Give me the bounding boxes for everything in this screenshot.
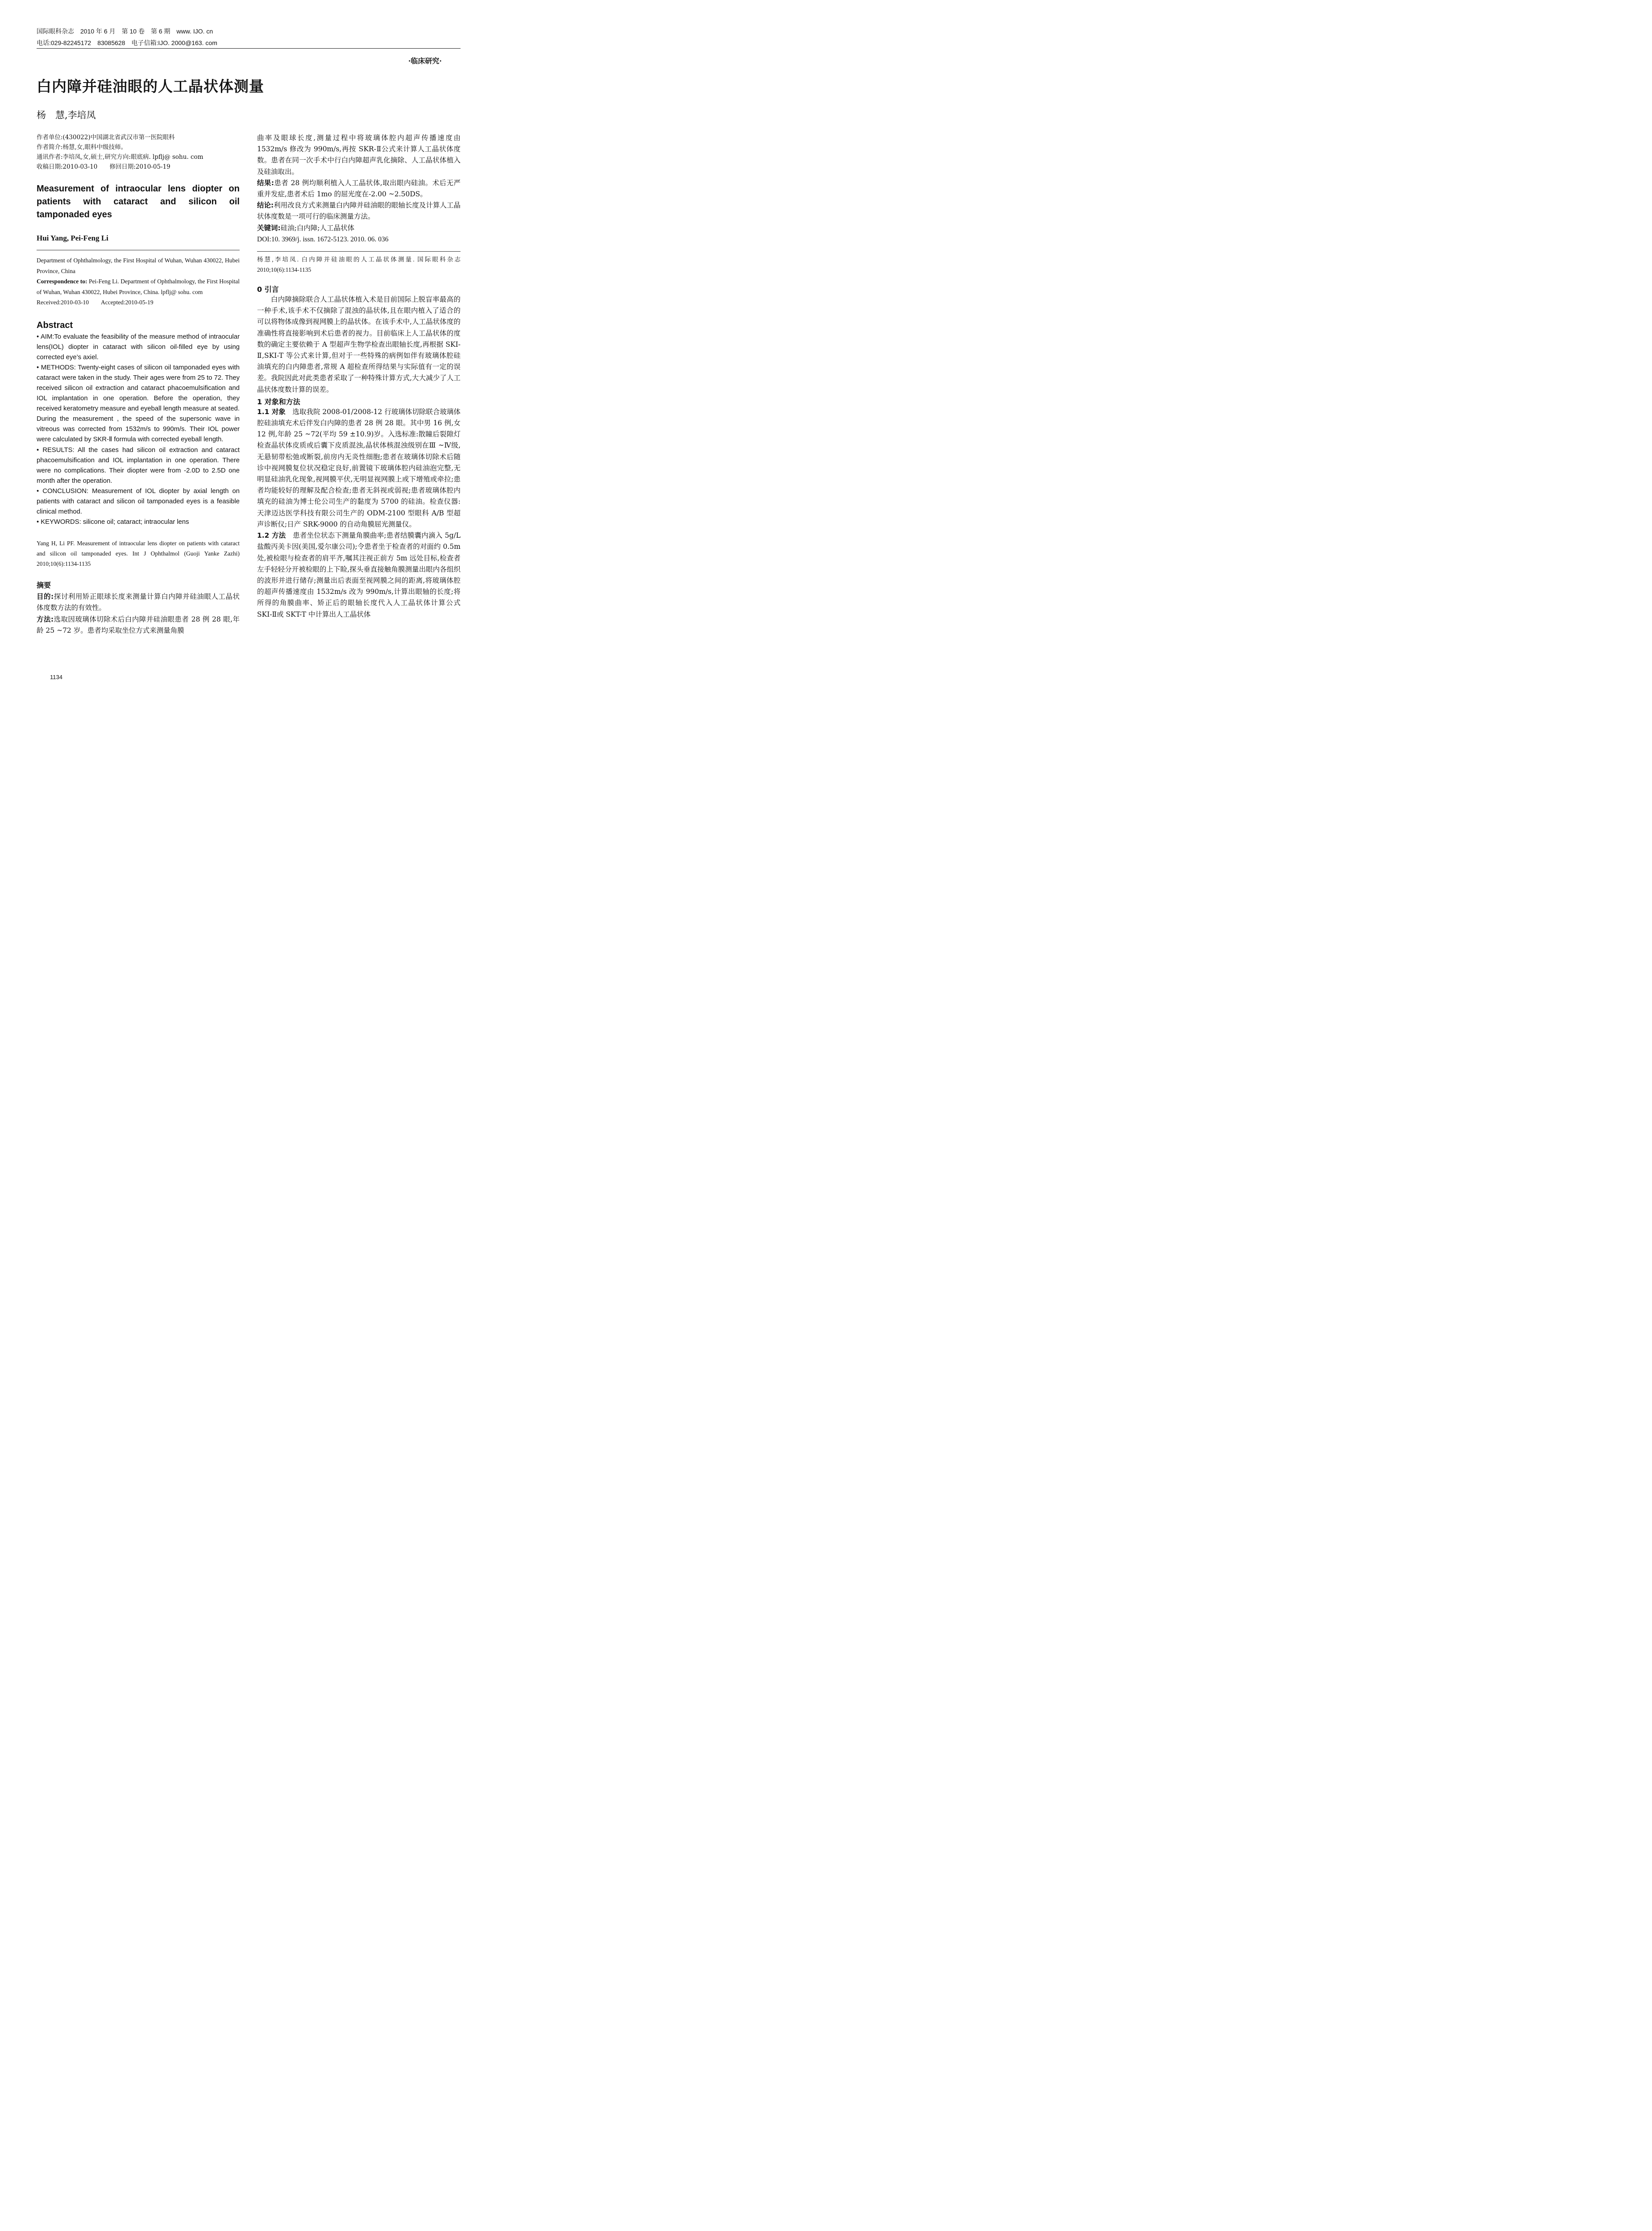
methods-heading: 1 对象和方法 <box>257 397 300 406</box>
english-title: Measurement of intraocular lens diopter on patients with cataract and silicon oil tamponaded eyes <box>37 184 240 220</box>
correspondence-text: Pei-Feng Li. Department of Ophthalmology, the First Hospital of Wuhan, Wuhan 430022, Hubei Province, China. lpflj@ sohu. com <box>37 278 240 295</box>
chinese-title: 白内障并硅油眼的人工晶状体测量 <box>37 78 264 95</box>
received-dates: 收稿日期:2010-03-10 修回日期:2010-05-19 <box>37 163 170 170</box>
chinese-citation: 杨慧,李培凤. 白内障并硅油眼的人工晶状体测量. 国际眼科杂志 2010;10(6):1134-1135 <box>257 256 461 274</box>
section-tag: ·临床研究· <box>408 57 442 65</box>
cn-aim-text: 探讨利用矫正眼球长度来测量计算白内障并硅油眼人工晶状体度数方法的有效性。 <box>37 593 240 612</box>
right-column <box>257 133 461 620</box>
doi: DOI:10. 3969/j. issn. 1672-5123. 2010. 06. 036 <box>257 235 389 243</box>
cn-methods-text: 选取因玻璃体切除术后白内障并硅油眼患者 28 例 28 眼,年龄 25 ~72 岁。患者均采取坐位方式来测量角膜 <box>37 615 240 634</box>
abstract-keywords: • KEYWORDS: silicone oil; cataract; intraocular lens <box>37 518 189 526</box>
journal-header-line1: 国际眼科杂志 2010 年 6 月 第 10 卷 第 6 期 www. IJO. cn <box>37 28 213 35</box>
cn-results-label: 结果: <box>257 178 274 187</box>
cn-abstract-keywords <box>257 223 461 234</box>
en-dates: Received:2010-03-10 Accepted:2010-05-19 <box>37 299 154 306</box>
affiliation-dept: Department of Ophthalmology, the First Hospital of Wuhan, Wuhan 430022, Hubei Province, China <box>37 257 240 274</box>
cn-methods-continued: 曲率及眼球长度,测量过程中将玻璃体腔内超声传播速度由 1532m/s 修改为 990m/s,再按 SKR-Ⅱ公式来计算人工晶状体度数。患者在同一次手术中行白内障超声乳化摘除、人工晶状体植入及硅油取出。 <box>257 134 461 176</box>
abstract-conclusion: • CONCLUSION: Measurement of IOL diopter by axial length on patients with cataract and silicon oil tamponaded eyes is a feasible clinical method. <box>37 487 240 516</box>
affiliation-block <box>37 255 240 308</box>
cn-keywords-label: 关键词: <box>257 224 281 232</box>
section-1-1-label: 1.1 对象 <box>257 407 286 416</box>
author-bio: 作者简介:杨慧,女,眼科中级技师。 <box>37 144 127 151</box>
cn-abstract-results <box>257 178 461 200</box>
chinese-authors: 杨 慧,李培凤 <box>37 110 96 120</box>
author-unit: 作者单位:(430022)中国湖北省武汉市第一医院眼科 <box>37 134 175 141</box>
section-1-1 <box>257 406 461 530</box>
header-rule <box>37 48 461 49</box>
english-authors: Hui Yang, Pei-Feng Li <box>37 234 108 242</box>
section-1-2-label: 1.2 方法 <box>257 531 286 540</box>
section-1-1-text: 选取我院 2008-01/2008-12 行玻璃体切除联合玻璃体腔硅油填充术后伴发白内障的患者 28 例 28 眼。其中男 16 例,女 12 例,年龄 25 ~72(平均 59 ±10.9)岁。入选标准:散瞳后裂隙灯检查晶状体皮质或后囊下皮质混浊,晶状体核混浊级别在Ⅲ ~Ⅳ级,无悬韧带松弛或断裂,前房内无炎性细胞;患者在玻璃体切除术后随诊中视网膜复位状况稳定良好,前置镜下玻璃体腔内硅油泡完整,无明显硅油乳化现象,视网膜平伏,无明显视网膜上或下增殖或牵拉;患者均能较好的理解及配合检查;患者无斜视或弱视;患者玻璃体腔内填充的硅油为博士伦公司生产的黏度为 5700 的硅油。检查仪器:天津迈达医学科技有限公司生产的 ODM-2100 型眼科 A/B 型超声诊断仪;日产 SRK-9000 的自动角膜屈光测量仪。 <box>257 407 461 528</box>
left-column <box>37 133 240 636</box>
section-1-2 <box>257 530 461 620</box>
chinese-abstract-heading: 摘要 <box>37 581 51 590</box>
section-1-2-text: 患者坐位状态下测量角膜曲率;患者结膜囊内滴入 5g/L 盐酸丙美卡因(美国,爱尔康公司);令患者坐于检查者的对面约 0.5m 处,被检眼与检查者的肩平齐,嘱其注视正前方 5m 远处目标,检查者左手轻轻分开被检眼的上下睑,探头垂直接触角膜测量出眼内各组织的波形并进行储存;测量出后表面至视网膜之间的距离,将玻璃体腔的超声传播速度由 1532m/s 改为 990m/s,计算出眼轴的长度;将所得的角膜曲率、矫正后的眼轴长度代入人工晶状体计算公式 SKI-Ⅱ或 SKT-T 中计算出人工晶状体 <box>257 531 461 618</box>
cn-aim-label: 目的: <box>37 593 54 601</box>
intro-heading: 0 引言 <box>257 285 279 294</box>
cn-conclusion-label: 结论: <box>257 201 274 210</box>
abstract-heading: Abstract <box>37 320 73 330</box>
cn-results-text: 患者 28 例均顺利植入人工晶状体,取出眼内硅油。术后无严重并发症,患者术后 1mo 的屈光度在-2.00 ~2.50DS。 <box>257 178 461 199</box>
page-number: 1134 <box>50 674 62 680</box>
cn-abstract-aim <box>37 591 240 614</box>
journal-header-line2: 电话:029-82245172 83085628 电子信箱:IJO. 2000@163. com <box>37 39 217 46</box>
intro-text: 白内障摘除联合人工晶状体植入术是目前国际上脱盲率最高的一种手术,该手术不仅摘除了混浊的晶状体,且在眼内植入了适合的可以将物体成像到视网膜上的晶状体。在该手术中,人工晶状体度的准确性将直接影响到术后患者的视力。目前临床上人工晶状体的度数的确定主要依赖于 A 型超声生物学检查出眼轴长度,再根据 SKI-Ⅱ,SKI-T 等公式来计算,但对于一些特殊的病例如伴有玻璃体腔硅油填充的白内障患者,常规 A 超检查所得结果与实际值有一定的误差。我院因此对此类患者采取了一种特殊计算方式,大大减少了人工晶状体度数计算的误差。 <box>257 295 461 394</box>
citation-rule <box>257 251 461 252</box>
abstract-aim: • AIM:To evaluate the feasibility of the measure method of intraocular lens(IOL) diopter in cataract with silicon oil-filled eye by using corrected eye’s axiel. <box>37 333 240 361</box>
author-info <box>37 133 240 172</box>
corresponding-author: 通讯作者:李培凤,女,硕士,研究方向:眼底病. lpflj@ sohu. com <box>37 153 203 161</box>
cn-keywords-text: 硅油;白内障;人工晶状体 <box>280 224 355 232</box>
english-citation: Yang H, Li PF. Measurement of intraocular lens diopter on patients with cataract and silicon oil tamponaded eyes. Int J Ophthalmol (Guoji Yanke Zazhi) 2010;10(6):1134-1135 <box>37 540 240 568</box>
correspondence <box>37 276 240 297</box>
correspondence-label: Correspondence to: <box>37 278 87 285</box>
cn-abstract-conclusion <box>257 200 461 222</box>
abstract-methods: • METHODS: Twenty-eight cases of silicon oil tamponaded eyes with cataract were taken in the study. Their ages were from 25 to 72. They received silicon oil extraction and cataract phacoemulsification and IOL implantation in one operation. Before the operation, they received keratometry measure and eyeball length measure at seated. During the measurement , the speed of the supersonic wave in vitreous was corrected from 1532m/s to 990m/s. Their IOL power were calculated by SKR-Ⅱ formula with corrected eyeball length. <box>37 364 240 444</box>
abstract-results: • RESULTS: All the cases had silicon oil extraction and cataract phacoemulsification and IOL implantation in one operation. There were no complications. Their diopter were from -2.0D to 2.5D one month after the operation. <box>37 446 240 485</box>
cn-abstract-methods <box>37 614 240 636</box>
cn-conclusion-text: 利用改良方式来测量白内障并硅油眼的眼轴长度及计算人工晶状体度数是一项可行的临床测量方法。 <box>257 201 461 221</box>
cn-methods-label: 方法: <box>37 615 54 623</box>
